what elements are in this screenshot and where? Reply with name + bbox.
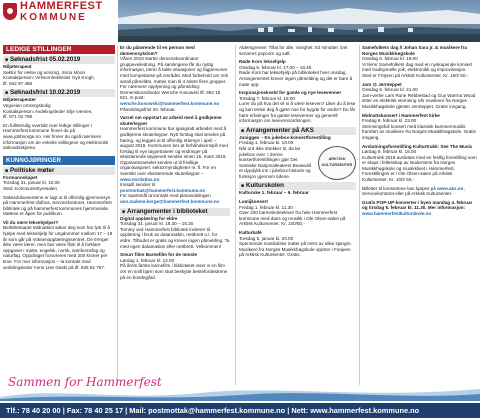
column-2: Er du pårørende til en person med demenssykdom? Våren 2019 starter demenskoordinator gruppeveiledning. På samlingene får du nyttig informasjon, lærer å takle situasjoner og fagpersoner med kompetanse på området. Med forbehold om nok antall påmeldte, møtes man til 4 starte flere grupper. For nærmere opplysning og påmelding: Demenskoordinator Wenche Kosowski tlf. 992 18 921. E-post: wenche.kosowski@hammerfest.kommune.no Påmeldingsfrist 20. februar. Varsel om oppstart av arbeid med å godkjenne skuterleyper Hammerfest kommune har igangsatt arbeidet med å godkjenne skuterløyper. Nytt forslag skal sendes på høring, og legges ut til offentlig ettersyn i april – august 2019. Kommunen ber at forhåndsinnspill med forslag til nye løypetraseer og endringer på eksisterende løypenett sendes innen 15. mars 2019. Oppstartsvarselet sendes ut til frivillige organisasjoner, sektormyndigheter m. fl. For en oversikt over eksisterende skuterløyper – www.nordatlas.no Innspill sendes til postmottak@hammerfest.kommune.no For spørsmål ta kontakt med planavdelingen ann.malene.berge@hammerfest.kommune.no ■ Arrangementer i biblioteket Digital opplæring for eldre Torsdag 31. januar kl. 16.30 – 18.30 Tommy ved Hammerfest bibliotek inviterer til opplæring i bruk av datamaskin, nettbrett o.l. for eldre. Tilbudet er gratis og krever ingen påmelding. Ta med egen datamaskin eller nettbrett. Velkommen! Smurr film! Barnefilm for de minste Lørdag 1. februar kl. 12.00 På årets første barnefilm i biblioteket viser vi en film om en snill bjørn som skal beskytte bestefordeldrene på en bondegård. [120,45,230,280]
page-header [0,0,480,42]
tickets-info: Billetter til konsertene kan kjøpes på www.aks.no, Servicekontoret eller på Arktisk Kultursenter. [362,185,465,197]
brand-line2: KOMMUNE [20,12,87,23]
closing-show-title: Avslutningsforestilling Kulturtrukk: See The Music [362,143,473,149]
triangle-icon: ■ [5,57,9,63]
kafe-title: Kulturkafé [239,230,262,236]
deadline-2: ■ Søknadsfrist 10.02.2019 [3,89,115,97]
kids-film-title: Smurr film! Barnefilm for de minste [120,252,198,258]
homework-question: Vil du være leksehjelper? [3,219,59,225]
midnight-concert-title: Midnattskonsert i Hammerfest kirke [362,112,440,118]
column-3 [239,45,356,258]
politics-title: ■ Politiske møter [3,167,115,175]
job-2: Miljøterapeuter Vegveien omsorgsbolig Kontaktperson: Avdelingsleder Silje Iversen, tlf. 971 02 799 [3,97,93,120]
snowmobile-title: Varsel om oppstart av arbeid med å godkjenne skuterleyper [120,115,222,126]
brand-line1: HAMMERFEST [20,0,103,12]
culture-school-title: ■ Kulturskolen [239,182,356,190]
triangle-icon: ■ [122,208,126,215]
closing-show-time: Lørdag 9. februar kl. 18.00 [362,149,417,155]
inspiration-text: Lurer du på hva det vil si å være leseven? Liker du å lese og kan tenke deg å gjøre noe for bygde for andre? Du får høre erfaringer fra gamle lesevenner og generell informasjon om lesevennordningen. [239,101,356,124]
column-divider [359,45,360,385]
slogan: Sammen for Hammerfest [8,375,162,389]
wave-decoration [0,385,480,401]
deadline-1: ■ Søknadsfrist 05.02.2019 [3,56,115,64]
dementia-title: Er du pårørende til en person med demenssykdom? [120,45,195,56]
jobs-info-text: En fullstendig oversikt over ledige stillinger i Hammerfest kommune finner du på www.jobbnorge.no. Her finner du også nærmere informasjon om de enkelte stillingene og elektronisk søknadsskjema. [3,122,109,151]
jam-time: Onsdag 6. februar kl. 21.00 [362,87,418,93]
dementia-text: Våren 2019 starter demenskoordinator gruppeveiledning. På samlingene får du nyttig informasjon, lærer å takle situasjoner og fagpersoner med kompetanse på området. Med forbehold om nok antall påmeldte, møtes man til 4 starte flere grupper. For nærmere opplysning og påmelding: Demenskoordinator Wenche Kosowski tlf. 992 18 921. E-post: [120,56,229,101]
column-1 [3,45,115,273]
column-divider [235,45,236,385]
postmottak-link[interactable]: postmottak@hammerfest.kommune.no [120,187,206,193]
jukebox-time: Fredag 1. februar kl. 19.00 [239,140,294,146]
triangle-icon: ■ [241,127,245,134]
red-cross-time: Onsdag 6. februar kl. 17.00 – 18.45 [239,64,312,70]
triangle-icon: ■ [5,90,9,97]
sami-day-text: Vi feirer Samefolkets dag med en nyskapende konsert med tradisjonelle joik, elektronikk og improvisasjon. Sted er Frityren på Arktisk Kultursenter. Kr. 150/ 50,- [362,61,473,78]
brand-logo [20,2,115,22]
popup-concert-title: Gratis POP-UP-konserter i byen mandag 4. februar og tirsdag 5. februar kl. 11.30. Mer informasjon: [362,199,473,211]
sami-day-time: Onsdag 6. februar kl. 19.00 [362,56,418,62]
triangle-icon: ■ [241,183,245,190]
homework-text: Biofelleskapet Midnattsol søker deg som har lyst til å hjelpe med leksehjelp for ungdommer mellom 17 – 19 år som går på Voksenopplæringssentret. De trenger ikke være lærer, men bør være flink til å forklare oppgaver i matte, engelsk, norsk, samfunnsfag og naturfag. Oppdraget honoreres med 200 kroner per time. For mer informasjon – ta kontakt med avdelingsleder Anne Lise Gaski på tlf. 926 82 757. [3,225,113,270]
library-events-title: ■ Arrangementer i biblioteket [120,208,230,216]
politics-text: Sakssdokumentene er lagt ut til offentlig gjennomsyn på Hammerfest rådhus, Servicekontoret, Hammerfest bibliotek og på hammerfest kommunes hjemmeside. Møtene er åpen for publikum. [3,194,112,217]
jobs-section-title: LEDIGE STILLINGER [3,45,115,54]
lumi-time: Fredag 1. februar kl. 11.30 [239,204,293,210]
kafe-time: Torsdag 5. januar kl. 20.00 [239,235,294,241]
nordatlas-link[interactable]: www.nordatlas.no [120,176,160,182]
triangle-icon: ■ [5,167,9,174]
jam-title: Jam @ Jernteppet [362,81,402,87]
red-cross-title: Røde Kors leksehjelp [239,59,286,65]
closing-show-text: Kulturtrukk 2019 avsluttes med en festlig forestilling som er skapt i fellesskap av studentene fra Norges Musikkhøgskole og musikklivet i Hammerfest. Forestillingen er i Ole Olsen-salen på Arktisk Kultursenter. Kr. 100/ 50,- [362,154,477,183]
jam-text: Jam-verter Lars Rune Rebbestad og Guy Warrnа Wood sitter en elektrisk stemning når musikere fra Norges Musikkhøgskole gjester Jernteppet. Gratis inngang. [362,92,476,109]
culture-week: Kulturuke 1. februar – 9. februar [239,190,309,196]
column-4 [362,45,477,217]
header-photo [118,0,480,42]
aks-link[interactable]: www.aks.no [437,185,464,191]
municipality-crest-icon [3,3,17,20]
announcements-title: KUNNGJØRINGER [3,156,115,165]
dementia-email-link[interactable]: wenche.kosowski@hammerfest.kommune.no [120,100,220,106]
kafe-text: Spennende musikalske møter på tvers av ulike sjangre. Musikere fra Norges Musikkhøgskole opptrer i Foajeen på Arktisk Kultursenter. Gratis. [239,241,352,258]
culture-school-link[interactable]: www.hammerfestkulturskole.no [362,211,432,217]
midnight-concert-text: Stemningsfull konsert med klassisk kammermusikk framført av musikere fra Norges Musikkhøgskole. Gratis inngang. [362,123,476,140]
contact-footer: Tlf.: 78 40 20 00 | Fax: 78 40 25 17 | Mail: postmottak@hammerfest.kommune.no | Nett: www.hammerfest.kommune.no [0,403,480,418]
planning-email-link[interactable]: ann.malene.berge@hammerfest.kommune.no [120,199,220,205]
job-1: Miljøterapeut Sektor for Helse og omsorg, Soria Moria Kontaktperson: Virksomhetsleder Gyri Krogh, tlf. 942 87 488 [3,64,96,86]
formannskapet-meeting: Formannskapet Torsdag 31. januar kl. 10.00 Stedː Kommunestyresalen [3,174,60,191]
jukebox-title: Juniggøs – En jukebox-konsertforestilling [239,134,331,140]
arktisk-kultursenter-logo: ARKTISK KULTURSENTER [318,146,356,180]
inspiration-title: Inspirasjonskveld for gamle og nye lesevenner [239,90,342,96]
sami-day-title: Samefolkets dag // Johan Sara jr. & musikere fra Norges Musikkhøgskole [362,45,467,56]
inspiration-time: Torsdag 7. februar kl. 18.00 [239,95,295,101]
kids-film-text: På årets første barnefilm i biblioteket viser vi en film om en snill bjørn som skal beskytte bestefordeldrene på en bondegård. [120,263,228,280]
aks-events-title: ■ Arrangementer på AKS [239,127,356,135]
library-event-text: Tommy ved Hammerfest bibliotek inviterer til opplæring i bruk av datamaskin, nettbrett o.l. for eldre. Tilbudet er gratis og krever ingen påmelding. Ta med egen datamaskin eller nettbrett. Velkommen! [120,226,230,249]
lumi-title: Lumijkonsert [239,199,268,205]
lumi-text: Over 200 barneskoleelever fra hele Hammerfest kommune med dans og musikk i Ole Olsen-salen på Arktisk Kultursenter. Kr. 100/50,- [239,210,346,227]
column-divider [117,45,118,385]
film-info: Aldersgrense: Tillat for alle. Varighet: 63 minutter. Det serveres popcorn og saft. [239,45,348,56]
red-cross-text: Røde Kors har leksehjelp på biblioteket hver onsdag. Arrangementet krever ingen påmelding og det er bare å møte opp. [239,70,353,87]
midnight-concert-time: Fredag 8. februar kl. 23.00 [362,118,417,124]
kids-film-time: Lørdag 1. februar kl. 12.00 [120,257,175,263]
jukebox-block: ARKTISK KULTURSENTER Når ord ikke strekker til, da tar jukebox over. I denne konsertforestillingen gjør Det Samiske Nasjonalteateret Beaivváš et dypdykk inn i jukebox-historie og funksjon gjennom tidene. [239,146,356,180]
snowmobile-text: Hammerfest kommune har igangsatt arbeidet med å godkjenne skuterløyper. Nytt forslag skal sendes på høring, og legges ut til offentlig ettersyn i april – august 2019. Kommunen ber at forhåndsinnspill med forslag til nye løypetraseer og endringer på eksisterende løypenett sendes innen 15. mars 2019. Oppstartsvarselet sendes ut til frivillige organisasjoner, sektormyndigheter m. fl. For en oversikt over eksisterende skuterløyper – [120,126,228,177]
library-event-title: Digital opplæring for eldre [120,215,178,221]
library-event-time: Torsdag 31. januar kl. 16.30 – 18.30 [120,221,194,227]
dementia-deadline: Påmeldingsfrist 20. februar. [120,106,176,112]
